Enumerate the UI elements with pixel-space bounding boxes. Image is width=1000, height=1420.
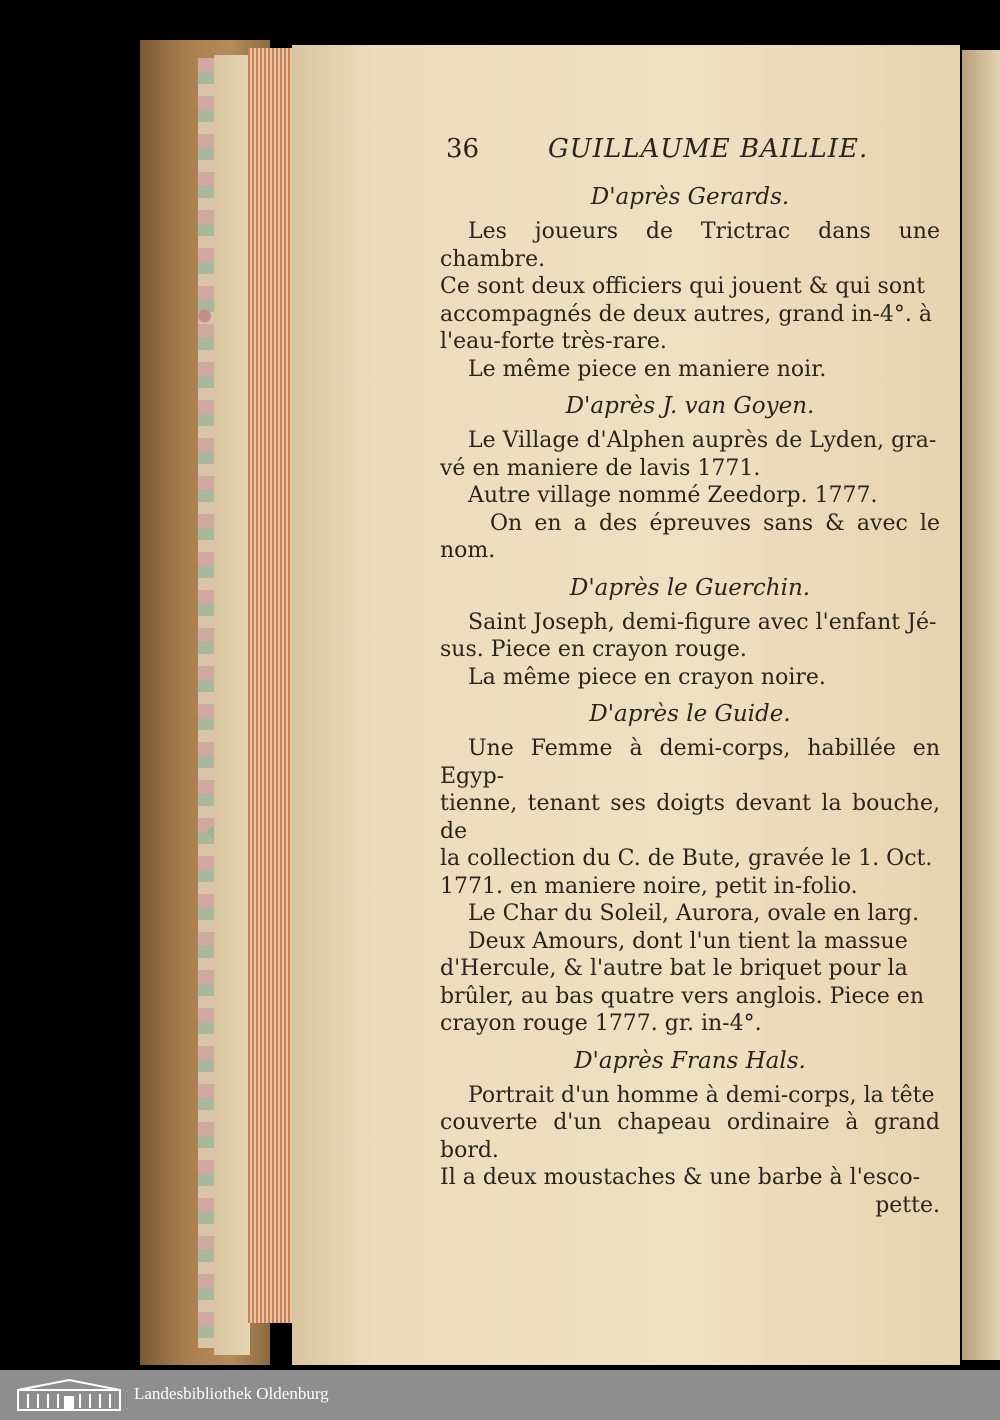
text-line: Le même piece en maniere noir. — [468, 356, 827, 382]
text-line: 1771. en maniere noire, petit in-folio. — [440, 873, 858, 899]
flyleaf — [214, 55, 250, 1355]
text-line: Autre village nommé Zeedorp. 1777. — [468, 483, 878, 508]
text-line: vé en maniere de lavis 1771. — [440, 455, 761, 481]
text-line: La même piece en crayon noire. — [468, 664, 826, 690]
text-line: Le Char du Soleil, Aurora, ovale en larg. — [468, 901, 920, 926]
section-title: D'après le Guerchin. — [569, 574, 811, 601]
section-title: D'après Frans Hals. — [574, 1047, 806, 1074]
text-line: couverte d'un chapeau ordinaire à grand bord. — [440, 1110, 940, 1163]
section-title: D'après le Guide. — [589, 701, 791, 727]
text-line: Ce sont deux officiers qui jouent & qui sont — [440, 274, 926, 299]
text-line: On en a des épreuves sans & avec le nom. — [440, 510, 940, 563]
text-line: Saint Joseph, demi-figure avec l'enfant Jé- — [468, 609, 937, 635]
text-line: Une Femme à demi-corps, habillée en Egyp- — [440, 736, 940, 789]
text-line: Portrait d'un homme à demi-corps, la tête — [468, 1082, 935, 1108]
footer-bar — [0, 1370, 1000, 1420]
text-line: la collection du C. de Bute, gravée le 1. Oct. — [440, 846, 933, 871]
facing-page-edge — [962, 50, 1000, 1360]
page-text — [440, 128, 940, 1219]
footer-institution: Landesbibliothek Oldenburg — [134, 1384, 329, 1403]
page-edges — [248, 48, 292, 1323]
section-title: D'après Gerards. — [590, 184, 790, 210]
text-line: l'eau-forte très-rare. — [440, 329, 667, 354]
text-line: pette. — [875, 1192, 940, 1218]
text-line: accompagnés de deux autres, grand in-4°. à — [440, 301, 933, 327]
running-title: GUILLAUME BAILLIE. — [548, 134, 869, 164]
text-line: crayon rouge 1777. gr. in-4°. — [440, 1011, 762, 1036]
text-line: Les joueurs de Trictrac dans une chambre. — [440, 219, 940, 272]
text-line: brûler, au bas quatre vers anglois. Piece en — [440, 983, 924, 1009]
text-line: Il a deux moustaches & une barbe à l'esco- — [440, 1165, 921, 1190]
page-header — [440, 128, 940, 174]
text-line: d'Hercule, & l'autre bat le briquet pour la — [440, 956, 908, 981]
text-line: tienne, tenant ses doigts devant la bouche, de — [440, 791, 940, 844]
library-logo-icon — [16, 1378, 122, 1416]
text-line: Deux Amours, dont l'un tient la massue — [468, 928, 908, 954]
text-line: sus. Piece en crayon rouge. — [440, 637, 747, 662]
text-line: Le Village d'Alphen auprès de Lyden, gra- — [468, 428, 937, 453]
section-title: D'après J. van Goyen. — [565, 393, 815, 419]
page-number: 36 — [446, 134, 480, 164]
